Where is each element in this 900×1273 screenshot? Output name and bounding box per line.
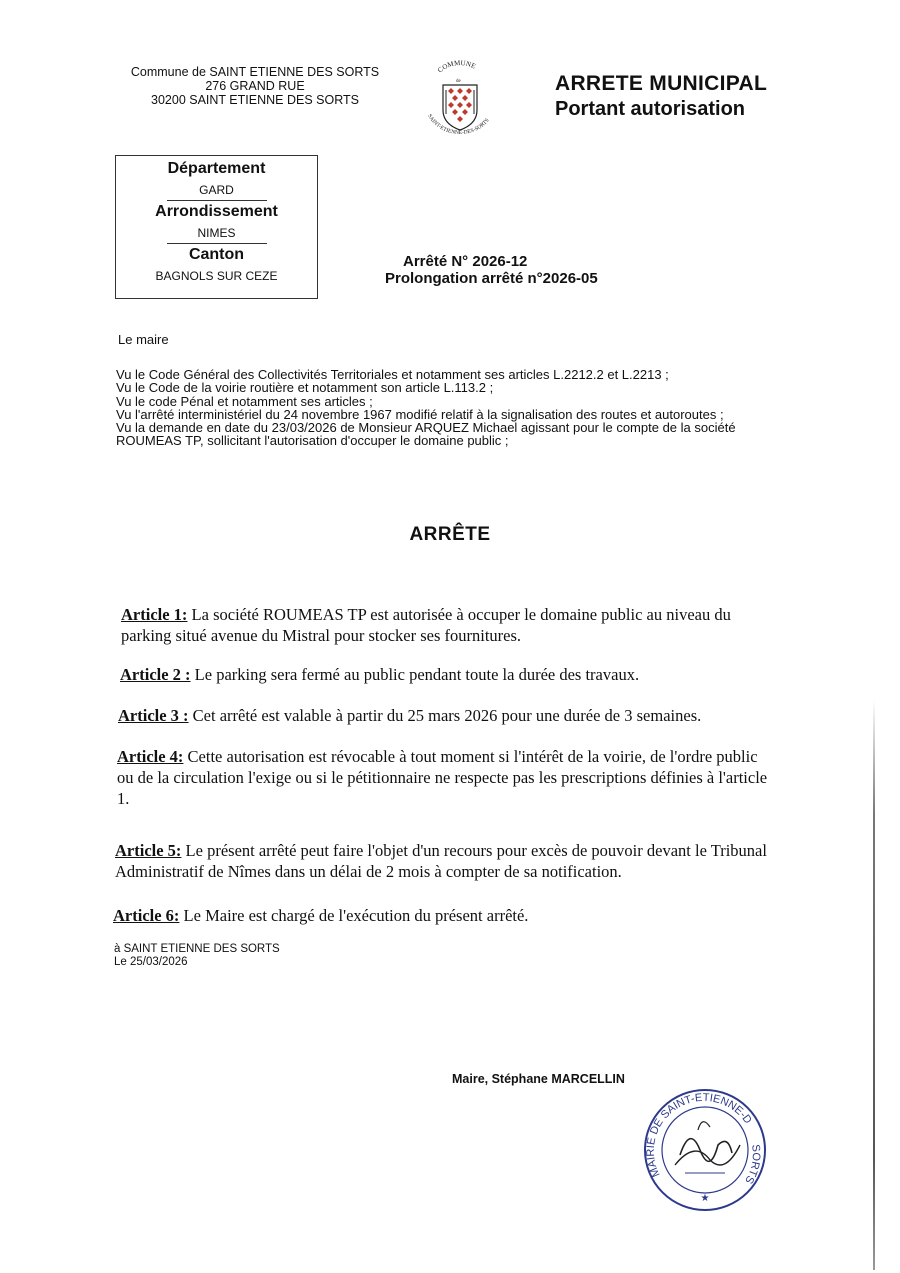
svg-text:★: ★ [700,1193,710,1204]
article-label: Article 3 : [118,706,189,725]
article-text: Cette autorisation est révocable à tout moment si l'intérêt de la voirie, de l'ordre public ou de la circulation l'exige ou si le pétitionnaire ne respecte pas les prescriptions définies à l'article 1. [117,747,768,808]
article-2 [120,664,780,685]
administrative-box [115,155,318,299]
crest-bottom-text: SAINT-ETIENNE-DES-SORTS [426,113,491,137]
considerant-line: Vu l'arrêté interministériel du 24 novembre 1967 modifié relatif à la signalisation des routes et autoroutes ; [116,406,724,422]
considerants [116,368,766,448]
departement-label: Département [167,160,266,177]
arrete-number-line: Arrêté N° 2026-12 [403,253,528,270]
article-3 [118,705,778,726]
article-6 [113,905,773,926]
considerant-line: Vu le Code Général des Collectivités Territoriales et notamment ses articles L.2212.2 et L.2213 ; [116,367,669,382]
article-text: Cet arrêté est valable à partir du 25 mars 2026 pour une durée de 3 semaines. [192,706,702,725]
prolongation-line: Prolongation arrêté n°2026-05 [385,270,598,287]
article-label: Article 5: [115,841,182,860]
article-1 [121,604,781,646]
divider [167,243,267,244]
article-label: Article 2 : [120,665,191,684]
commune-city: 30200 SAINT ETIENNE DES SORTS [151,93,359,107]
considerant-line: Vu le code Pénal et notamment ses articles ; [116,393,373,409]
crest-middle-text: de [456,79,461,84]
divider [167,200,267,201]
mairie-seal-icon [640,1085,770,1215]
article-5 [115,840,775,882]
arrondissement-value: NIMES [197,226,236,240]
commune-address [120,65,390,107]
article-text: Le parking sera fermé au public pendant toute la durée des travaux. [194,665,640,684]
article-4 [117,746,777,809]
commune-street: 276 GRAND RUE [205,79,305,93]
departement-value: GARD [199,183,234,197]
scan-edge-line [873,700,875,1270]
place: à SAINT ETIENNE DES SORTS [114,943,280,955]
crest-top-text: COMMUNE [436,59,477,75]
document-title [555,72,767,121]
article-label: Article 6: [113,906,180,925]
article-label: Article 4: [117,747,184,766]
le-maire: Le maire [118,332,169,347]
arrete-number [385,253,598,287]
commune-crest-icon [415,58,505,143]
title-arrete-municipal: ARRETE MUNICIPAL [555,72,768,95]
date: Le 25/03/2026 [114,956,188,968]
article-text: Le présent arrêté peut faire l'objet d'un recours pour excès de pouvoir devant le Tribunal Administratif de Nîmes dans un délai de 2 mois à compter de sa notification. [115,841,767,881]
considerant-line: Vu le Code de la voirie routière et notamment son article L.113.2 ; [116,380,494,396]
canton-label: Canton [188,246,245,263]
place-and-date [114,943,280,969]
arrete-heading: ARRÊTE [409,524,491,545]
title-portant-autorisation: Portant autorisation [555,98,746,120]
article-label: Article 1: [121,605,188,624]
commune-name: Commune de SAINT ETIENNE DES SORTS [130,65,380,79]
canton-value: BAGNOLS SUR CEZE [155,269,278,283]
signatory: Maire, Stéphane MARCELLIN [452,1072,625,1086]
arrondissement-label: Arrondissement [155,203,278,220]
seal-top-text: MAIRIE DE SAINT-ETIENNE-D [644,1091,754,1179]
considerant-line: Vu la demande en date du 23/03/2026 de Monsieur ARQUEZ Michael agissant pour le compte de la société [116,420,736,436]
seal-right-text: SORTS [742,1143,763,1186]
article-text: La société ROUMEAS TP est autorisée à occuper le domaine public au niveau du parking situé avenue du Mistral pour stocker ses fournitures. [121,605,731,645]
considerant-line: ROUMEAS TP, sollicitant l'autorisation d'occuper le domaine public ; [116,433,509,449]
article-text: Le Maire est chargé de l'exécution du présent arrêté. [183,906,529,925]
